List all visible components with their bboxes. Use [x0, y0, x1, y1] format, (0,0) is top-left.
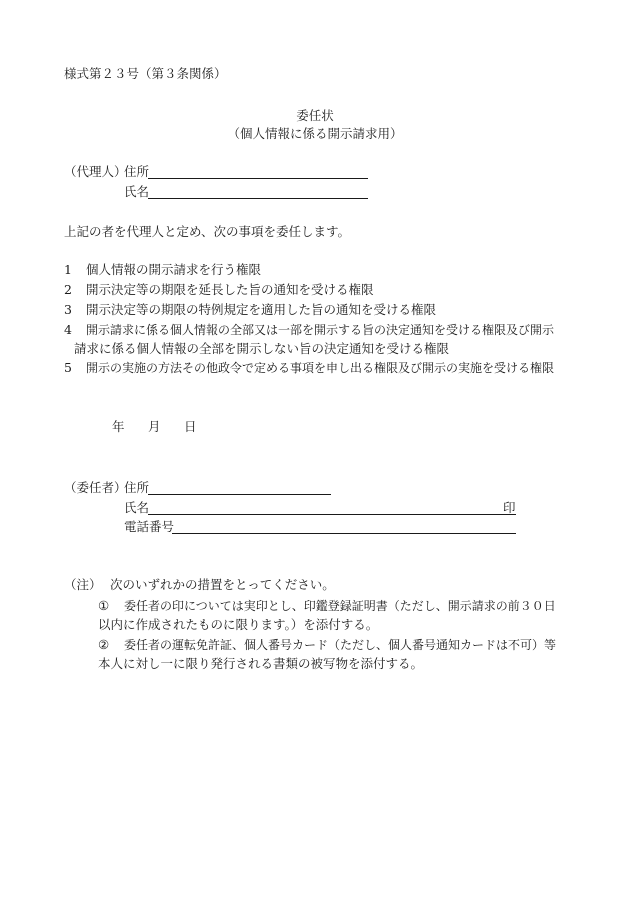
item-4-text-continued: 請求に係る個人情報の全部を開示しない旨の決定通知を受ける権限	[74, 341, 450, 356]
seal-underline	[502, 500, 516, 515]
agent-address-line	[148, 164, 368, 179]
agent-address-label: 住所	[124, 164, 150, 179]
note-2-line2: 本人に対し一に限り発行される書類の被写物を添付する。	[98, 656, 424, 671]
item-5-number: 5	[64, 360, 72, 375]
note-2-line1: 委任者の運転免許証、個人番号カード（ただし、個人番号通知カードは不可）等	[124, 638, 557, 652]
item-5-text: 開示の実施の方法その他政令で定める事項を申し出る権限及び開示の実施を受ける権限	[86, 361, 555, 375]
item-3-text: 開示決定等の期限の特例規定を適用した旨の通知を受ける権限	[86, 302, 437, 317]
principal-address-line	[148, 480, 331, 495]
document-subtitle: （個人情報に係る開示請求用）	[227, 126, 403, 141]
agent-name-line	[148, 184, 368, 199]
principal-role-label: （委任者）	[64, 480, 127, 495]
seal-mark: 印	[503, 500, 516, 515]
principal-name-line	[148, 500, 502, 515]
agent-name-label: 氏名	[124, 184, 150, 199]
item-2-number: 2	[64, 282, 72, 297]
date-day: 日	[184, 419, 197, 434]
principal-name-label: 氏名	[124, 500, 150, 515]
notes-label: （注）	[64, 577, 102, 592]
principal-phone-line	[172, 519, 516, 534]
principal-address-label: 住所	[124, 480, 150, 495]
principal-phone-label: 電話番号	[124, 519, 175, 534]
note-2-mark: ②	[98, 637, 110, 652]
delegation-statement: 上記の者を代理人と定め、次の事項を委任します。	[64, 224, 351, 239]
item-4-text: 開示請求に係る個人情報の全部又は一部を開示する旨の決定通知を受ける権限及び開示	[86, 323, 555, 337]
item-2-text: 開示決定等の期限を延長した旨の通知を受ける権限	[86, 282, 374, 297]
date-year: 年	[112, 419, 125, 434]
note-1-line2: 以内に作成されたものに限ります。）を添付する。	[98, 617, 379, 632]
note-1-line1: 委任者の印については実印とし、印鑑登録証明書（ただし、開示請求の前３０日	[124, 599, 556, 613]
item-1-number: 1	[64, 262, 72, 277]
item-4-number: 4	[64, 322, 72, 337]
notes-intro: 次のいずれかの措置をとってください。	[110, 577, 335, 592]
note-1-mark: ①	[98, 598, 110, 613]
item-3-number: 3	[64, 302, 72, 317]
date-month: 月	[148, 419, 161, 434]
form-number: 様式第２３号（第３条関係）	[64, 66, 227, 81]
document-title: 委任状	[296, 108, 334, 123]
item-1-text: 個人情報の開示請求を行う権限	[86, 262, 262, 277]
agent-role-label: （代理人）	[64, 164, 127, 179]
